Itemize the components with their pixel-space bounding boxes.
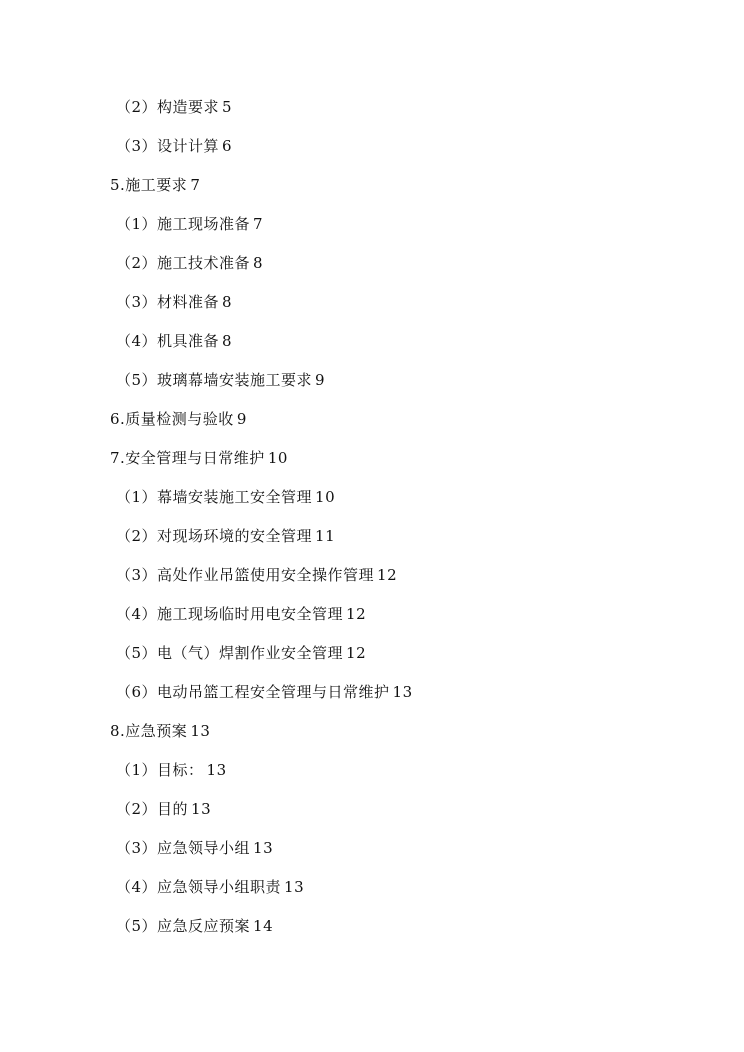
toc-entry-title: （4）机具准备 <box>116 332 220 350</box>
toc-entry[interactable] <box>0 244 744 283</box>
toc-page-number: 13 <box>190 722 211 740</box>
toc-section-title: 5.施工要求 <box>110 176 188 194</box>
toc-entry-title: （4）施工现场临时用电安全管理 <box>116 605 344 623</box>
toc-section-title: 8.应急预案 <box>110 722 188 740</box>
toc-entry[interactable] <box>0 127 744 166</box>
toc-page-number: 13 <box>284 878 305 896</box>
toc-entry[interactable] <box>0 478 744 517</box>
toc-page-number: 12 <box>346 605 367 623</box>
toc-entry[interactable] <box>0 673 744 712</box>
toc-entry-title: （6）电动吊篮工程安全管理与日常维护 <box>116 683 390 701</box>
toc-entry-title: （5）应急反应预案 <box>116 917 251 935</box>
toc-entry[interactable] <box>0 829 744 868</box>
toc-page-number: 10 <box>267 449 288 467</box>
toc-entry[interactable] <box>0 283 744 322</box>
toc-entry[interactable] <box>0 205 744 244</box>
toc-page-number: 5 <box>222 98 233 116</box>
toc-page-number: 14 <box>253 917 274 935</box>
toc-entry[interactable] <box>0 595 744 634</box>
toc-page-number: 13 <box>253 839 274 857</box>
toc-entry-title: （2）施工技术准备 <box>116 254 251 272</box>
toc-entry-title: （2）目的 <box>116 800 189 818</box>
toc-entry-title: （3）应急领导小组 <box>116 839 251 857</box>
toc-entry[interactable] <box>0 322 744 361</box>
toc-entry[interactable] <box>0 88 744 127</box>
toc-page-number: 8 <box>222 293 233 311</box>
toc-section[interactable] <box>0 400 744 439</box>
toc-page-number: 13 <box>392 683 413 701</box>
toc-entry-title: （2）对现场环境的安全管理 <box>116 527 313 545</box>
toc-entry-title: （5）玻璃幕墙安装施工要求 <box>116 371 313 389</box>
toc-page-number: 7 <box>190 176 201 194</box>
toc-entry-title: （1）施工现场准备 <box>116 215 251 233</box>
toc-entry[interactable] <box>0 751 744 790</box>
toc-entry-title: （1）幕墙安装施工安全管理 <box>116 488 313 506</box>
toc-entry[interactable] <box>0 790 744 829</box>
toc-page-number: 7 <box>253 215 264 233</box>
toc-entry[interactable] <box>0 517 744 556</box>
toc-section-title: 6.质量检测与验收 <box>110 410 234 428</box>
toc-entry[interactable] <box>0 361 744 400</box>
toc-entry-title: （2）构造要求 <box>116 98 220 116</box>
toc-page-number: 6 <box>222 137 233 155</box>
toc-section[interactable] <box>0 712 744 751</box>
toc-entry[interactable] <box>0 907 744 946</box>
toc-page-number: 12 <box>377 566 398 584</box>
toc-page-number: 13 <box>191 800 212 818</box>
toc-entry-title: （3）材料准备 <box>116 293 220 311</box>
toc-page-number: 10 <box>315 488 336 506</box>
toc-entry[interactable] <box>0 868 744 907</box>
toc-page-number: 9 <box>236 410 247 428</box>
toc-page-number: 11 <box>315 527 336 545</box>
toc-entry-title: （4）应急领导小组职责 <box>116 878 282 896</box>
toc-section[interactable] <box>0 439 744 478</box>
toc-page-number: 13 <box>206 761 227 779</box>
toc-page-number: 12 <box>346 644 367 662</box>
toc-entry[interactable] <box>0 556 744 595</box>
toc-section-title: 7.安全管理与日常维护 <box>110 449 265 467</box>
toc-entry-title: （5）电（气）焊割作业安全管理 <box>116 644 344 662</box>
toc-section[interactable] <box>0 166 744 205</box>
toc-page-number: 9 <box>315 371 326 389</box>
toc-entry-title: （3）设计计算 <box>116 137 220 155</box>
toc-entry-title: （3）高处作业吊篮使用安全操作管理 <box>116 566 375 584</box>
toc-page-number: 8 <box>253 254 264 272</box>
table-of-contents <box>0 88 744 946</box>
toc-entry-title: （1）目标： <box>116 761 204 779</box>
toc-page-number: 8 <box>222 332 233 350</box>
toc-entry[interactable] <box>0 634 744 673</box>
